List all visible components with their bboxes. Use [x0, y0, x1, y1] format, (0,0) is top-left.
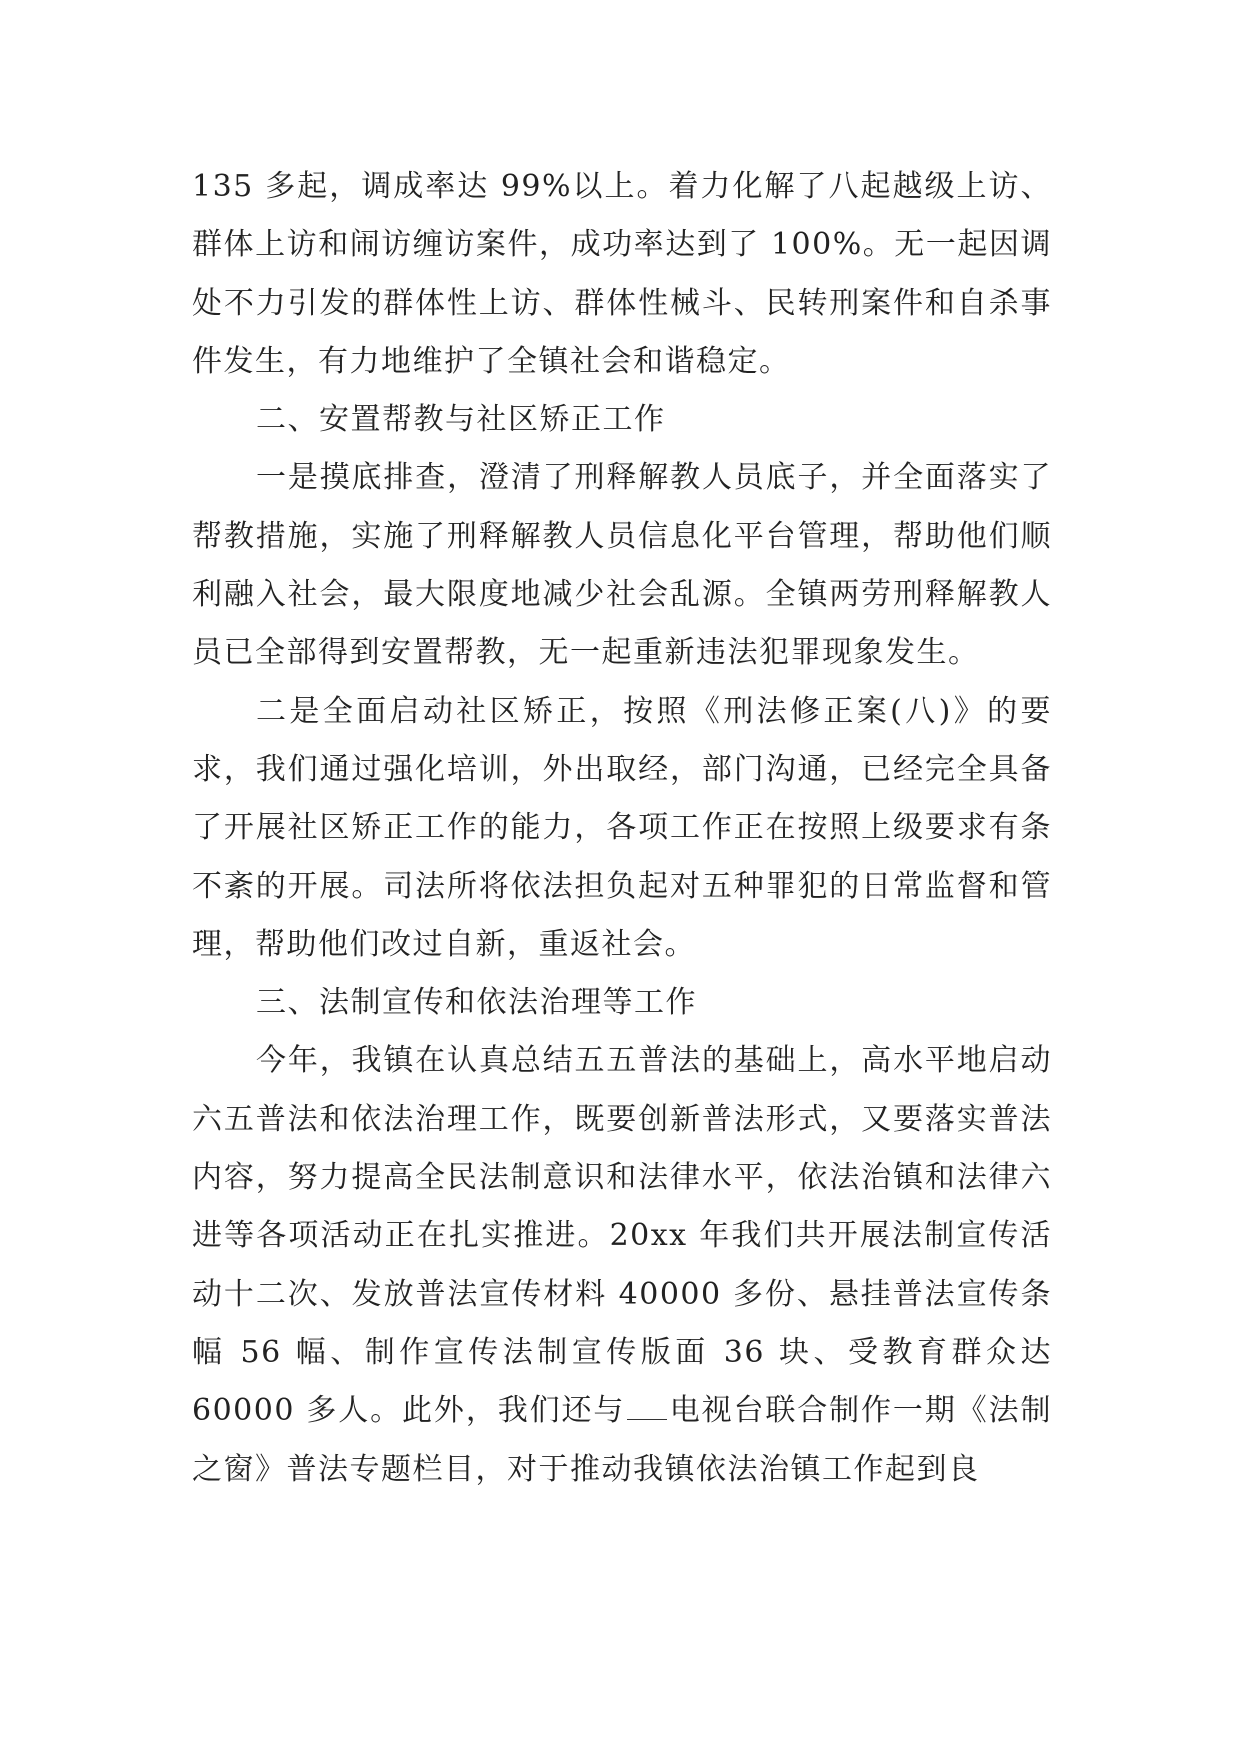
paragraph-mediation-results: 135 多起，调成率达 99%以上。着力化解了八起越级上访、群体上访和闹访缠访案件，成功率达到了 100%。无一起因调处不力引发的群体性上访、群体性械斗、民转刑案件和自杀事件发生，有力地维护了全镇社会和谐稳定。: [192, 169, 1052, 379]
section-heading-legal-publicity: 三、法制宣传和依法治理等工作: [256, 985, 697, 1021]
fill-in-blank: [627, 1397, 667, 1420]
paragraph-legal-publicity-part1: 今年，我镇在认真总结五五普法的基础上，高水平地启动六五普法和依法治理工作，既要创新普法形式，又要落实普法内容，努力提高全民法制意识和法律水平，依法治镇和法律六进等各项活动正在扎实推进。20xx 年我们共开展法制宣传活动十二次、发放普法宣传材料 40000 多份、悬挂普法宣传条幅 56 幅、制作宣传法制宣传版面 36 块、受教育群众达 60000 多人。此外，我们还与: [192, 1043, 1052, 1429]
paragraph-community-correction: 二是全面启动社区矫正，按照《刑法修正案(八)》的要求，我们通过强化培训，外出取经，部门沟通，已经完全具备了开展社区矫正工作的能力，各项工作正在按照上级要求有条不紊的开展。司法所将依法担负起对五种罪犯的日常监督和管理，帮助他们改过自新，重返社会。: [192, 693, 1052, 962]
paragraph-resettlement: 一是摸底排查，澄清了刑释解教人员底子，并全面落实了帮教措施，实施了刑释解教人员信息化平台管理，帮助他们顺利融入社会，最大限度地减少社会乱源。全镇两劳刑释解教人员已全部得到安置帮教，无一起重新违法犯罪现象发生。: [192, 460, 1052, 671]
paragraph-legal-publicity-part2: 电视台联合制作一期《法制之窗》普法专题栏目，对于推动我镇依法治镇工作起到良: [192, 1393, 1053, 1487]
section-heading-resettlement: 二、安置帮教与社区矫正工作: [256, 402, 666, 438]
paragraph-legal-publicity: [192, 1032, 1052, 1498]
document-body: [192, 158, 1052, 1499]
